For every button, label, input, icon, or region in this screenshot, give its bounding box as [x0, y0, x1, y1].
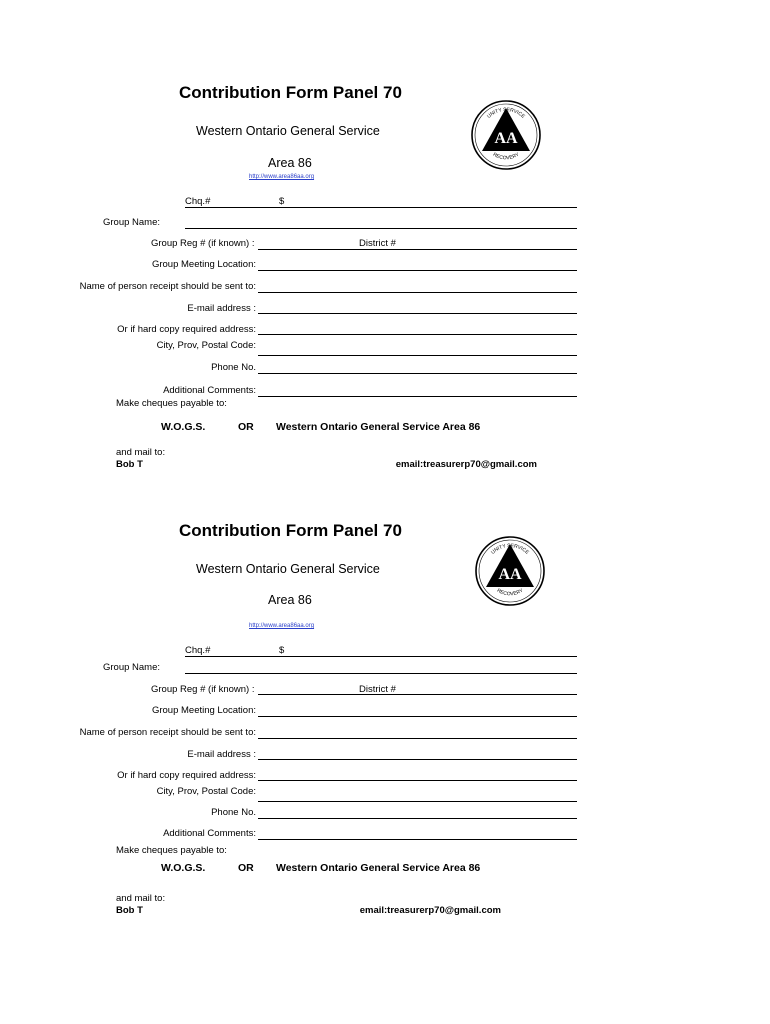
org-name: Western Ontario General Service — [196, 124, 380, 138]
group-name-label: Group Name: — [103, 217, 161, 228]
district-label: District # — [359, 684, 396, 695]
city-prov-label: City, Prov, Postal Code: — [156, 786, 256, 797]
treasurer-email: email:treasurerp70@gmail.com — [359, 905, 501, 916]
payable-label: Make cheques payable to: — [116, 845, 227, 856]
website-link[interactable]: http://www.area86aa.org — [249, 623, 315, 629]
city-prov-label: City, Prov, Postal Code: — [156, 340, 256, 351]
form-title: Contribution Form Panel 70 — [179, 521, 402, 540]
receipt-name-line[interactable] — [258, 738, 577, 739]
dollar-label: $ — [279, 645, 285, 656]
recipient-name: Bob T — [116, 459, 143, 470]
svg-text:RECOVERY: RECOVERY — [491, 151, 521, 162]
group-reg-label: Group Reg # (if known) : — [151, 684, 255, 695]
mail-label: and mail to: — [116, 893, 166, 904]
phone-line[interactable] — [258, 818, 577, 819]
city-prov-line[interactable] — [258, 801, 577, 802]
hard-copy-line[interactable] — [258, 780, 577, 781]
meeting-location-line[interactable] — [258, 716, 577, 717]
meeting-location-label: Group Meeting Location: — [151, 259, 256, 270]
phone-label: Phone No. — [211, 807, 256, 818]
svg-text:AA: AA — [494, 130, 518, 147]
comments-label: Additional Comments: — [163, 385, 256, 396]
hard-copy-label: Or if hard copy required address: — [117, 770, 256, 781]
email-address-label: E-mail address : — [187, 303, 256, 314]
dollar-label: $ — [279, 196, 285, 207]
recipient-name: Bob T — [116, 905, 143, 916]
comments-line[interactable] — [258, 839, 577, 840]
group-reg-label: Group Reg # (if known) : — [151, 238, 255, 249]
svg-text:RECOVERY: RECOVERY — [495, 587, 525, 598]
hard-copy-label: Or if hard copy required address: — [117, 324, 256, 335]
area-label: Area 86 — [268, 156, 312, 170]
email-address-line[interactable] — [258, 759, 577, 760]
comments-label: Additional Comments: — [163, 828, 256, 839]
group-name-line[interactable] — [185, 673, 577, 674]
website-link[interactable]: http://www.area86aa.org — [249, 174, 315, 180]
aa-service-logo-icon — [474, 535, 546, 607]
receipt-name-label: Name of person receipt should be sent to: — [79, 727, 256, 738]
payable-label: Make cheques payable to: — [116, 398, 227, 409]
district-label: District # — [359, 238, 396, 249]
meeting-location-label: Group Meeting Location: — [151, 705, 256, 716]
payee-long: Western Ontario General Service Area 86 — [276, 421, 481, 433]
payee-short: W.O.G.S. — [161, 421, 206, 433]
svg-text:UNITY SERVICE: UNITY SERVICE — [486, 106, 526, 120]
receipt-name-label: Name of person receipt should be sent to: — [79, 281, 256, 292]
cheque-label: Chq.# — [185, 645, 211, 656]
phone-label: Phone No. — [211, 362, 256, 373]
mail-label: and mail to: — [116, 447, 166, 458]
payee-short: W.O.G.S. — [161, 862, 206, 874]
or-text: OR — [238, 862, 254, 874]
form-title: Contribution Form Panel 70 — [179, 83, 402, 102]
group-reg-line[interactable] — [258, 694, 577, 695]
group-name-label: Group Name: — [103, 662, 161, 673]
email-address-label: E-mail address : — [187, 749, 256, 760]
svg-text:UNITY SERVICE: UNITY SERVICE — [490, 542, 530, 556]
or-text: OR — [238, 421, 254, 433]
cheque-label: Chq.# — [185, 196, 211, 207]
svg-text:AA: AA — [498, 566, 522, 583]
treasurer-email: email:treasurerp70@gmail.com — [395, 459, 537, 470]
cheque-amount-line[interactable] — [185, 656, 577, 657]
area-label: Area 86 — [268, 593, 312, 607]
org-name: Western Ontario General Service — [196, 562, 380, 576]
payee-long: Western Ontario General Service Area 86 — [276, 862, 481, 874]
